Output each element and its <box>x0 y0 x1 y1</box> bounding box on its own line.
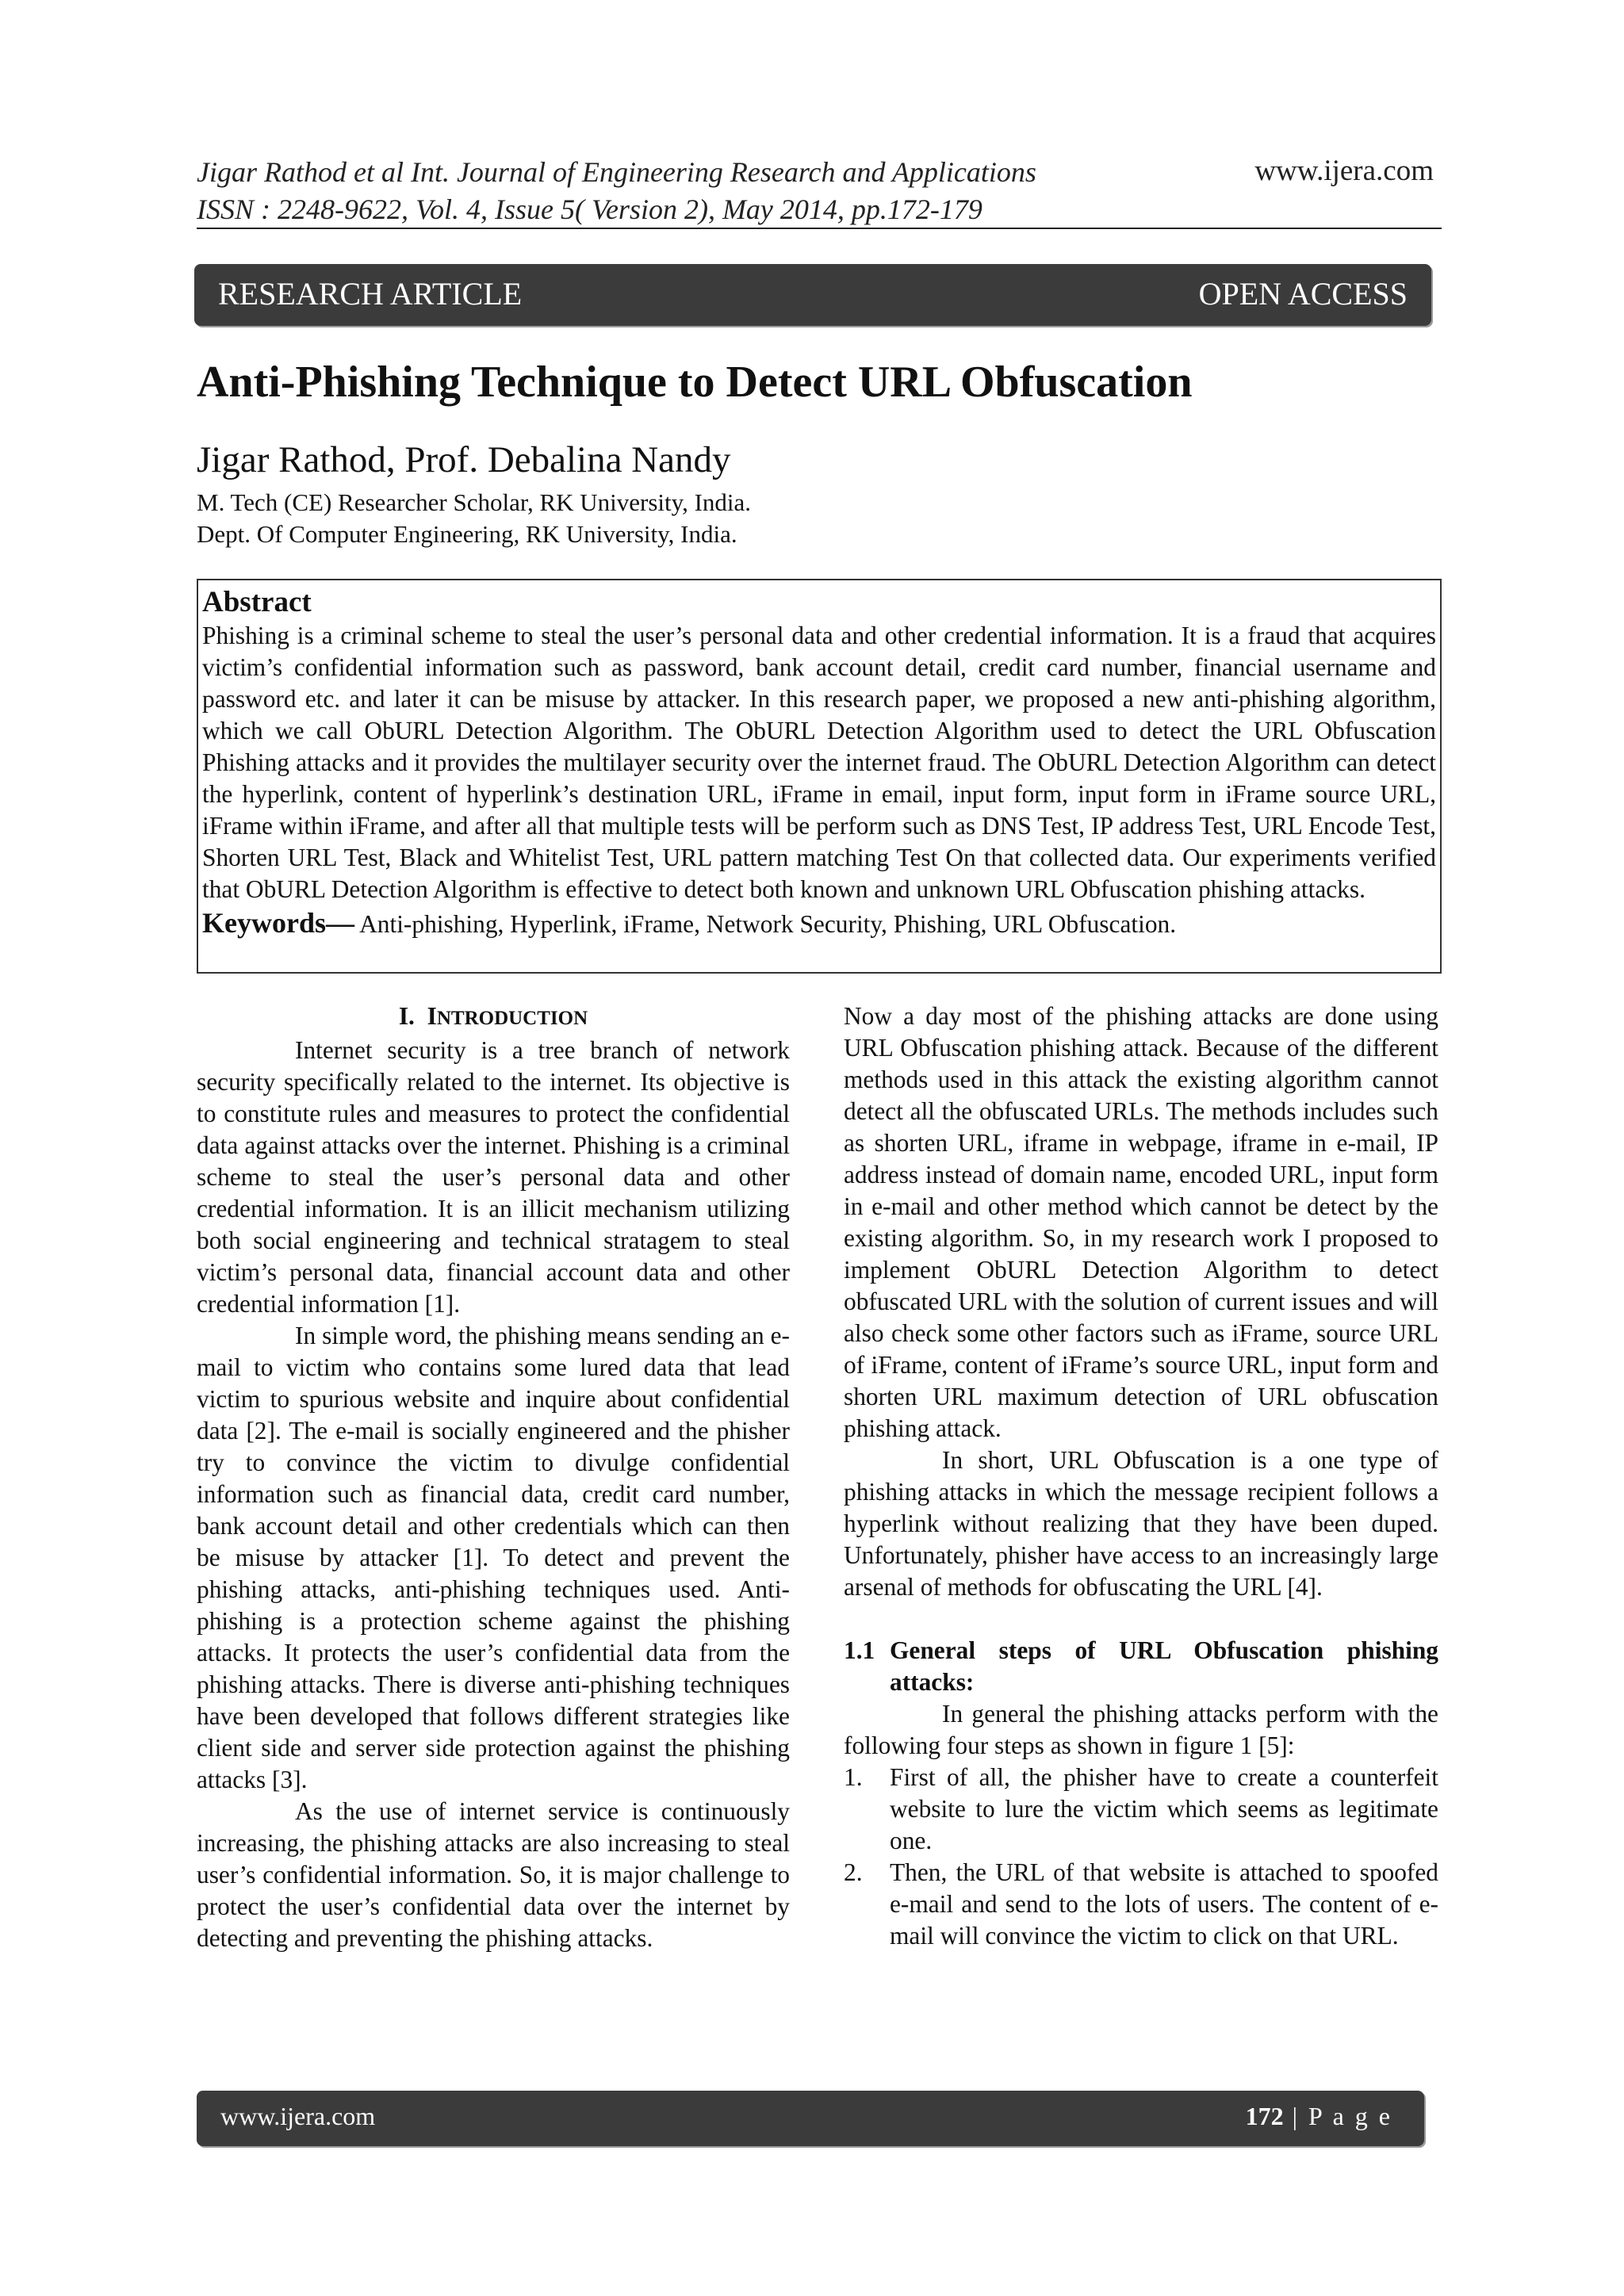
running-header <box>197 154 1036 228</box>
research-article-label: RESEARCH ARTICLE <box>218 276 523 312</box>
step-number: 2. <box>844 1858 863 1886</box>
section-number: I. <box>398 1002 415 1030</box>
footer-website: www.ijera.com <box>220 2102 376 2130</box>
abstract-box <box>197 579 1442 974</box>
keywords-list: Anti-phishing, Hyperlink, iFrame, Network Security, Phishing, URL Obfuscation. <box>354 910 1177 938</box>
affiliations <box>197 487 751 550</box>
journal-line: Jigar Rathod et al Int. Journal of Engineering Research and Applications <box>197 156 1036 188</box>
page-number: 172 <box>1245 2102 1284 2130</box>
open-access-label: OPEN ACCESS <box>1198 276 1408 312</box>
footer-page-info <box>1246 2102 1392 2131</box>
list-item <box>844 1762 1438 1857</box>
section-title-initial: I <box>427 1002 437 1030</box>
step-number: 1. <box>844 1763 863 1791</box>
issn-line: ISSN : 2248-9622, Vol. 4, Issue 5( Version 2), May 2014, pp.172-179 <box>197 193 982 225</box>
intro-paragraph-3: As the use of internet service is continuously increasing, the phishing attacks are also increasing to steal user’s confidential information. So, it is major challenge to protect the user’s confidential data over the internet by detecting and preventing the phishing attacks. <box>197 1797 790 1952</box>
section-heading-introduction <box>197 1001 790 1035</box>
section-title-rest: NTRODUCTION <box>436 1008 588 1029</box>
right-column <box>844 1001 1438 1952</box>
keywords <box>202 907 1436 940</box>
abstract-text: Phishing is a criminal scheme to steal the user’s personal data and other credential information. It is a fraud that acquires victim’s confidential information such as password, bank account detail, credit card number, financial username and password etc. and later it can be misuse by attacker. In this research paper, we proposed a new anti-phishing algorithm, which we call ObURL Detection Algorithm. The ObURL Detection Algorithm used to detect the URL Obfuscation Phishing attacks and it provides the multilayer security over the internet fraud. The ObURL Detection Algorithm can detect the hyperlink, content of hyperlink’s destination URL, iFrame in email, input form, input form in iFrame source URL, iFrame within iFrame, and after all that multiple tests will be perform such as DNS Test, IP address Test, URL Encode Test, Shorten URL Test, Black and Whitelist Test, URL pattern matching Test On that collected data. Our experiments verified that ObURL Detection Algorithm is effective to detect both known and unknown URL Obfuscation phishing attacks. <box>202 622 1436 903</box>
subsection-intro: In general the phishing attacks perform with the following four steps as shown in figure 1 [5]: <box>844 1700 1438 1759</box>
subsection-heading <box>844 1635 1438 1698</box>
authors: Jigar Rathod, Prof. Debalina Nandy <box>197 439 731 480</box>
page-label: | P a g e <box>1283 2102 1392 2130</box>
step-text: Then, the URL of that website is attached to spoofed e-mail and send to the lots of users. The content of e-mail will convince the victim to click on that URL. <box>890 1858 1438 1950</box>
intro-paragraph-4: Now a day most of the phishing attacks are done using URL Obfuscation phishing attack. Because of the different methods used in this attack the existing algorithm cannot detect all the obfuscated URLs. The methods includes such as shorten URL, iframe in webpage, iframe in e-mail, IP address instead of domain name, encoded URL, input form in e-mail and other method which cannot be detect by the existing algorithm. So, in my research work I proposed to implement ObURL Detection Algorithm to detect obfuscated URL with the solution of current issues and will also check some other factors such as iFrame, source URL of iFrame, content of iFrame’s source URL, input form and shorten URL maximum detection of URL obfuscation phishing attack. <box>844 1002 1438 1442</box>
steps-list <box>844 1762 1438 1952</box>
affiliation-2: Dept. Of Computer Engineering, RK University, India. <box>197 520 737 548</box>
affiliation-1: M. Tech (CE) Researcher Scholar, RK University, India. <box>197 488 752 516</box>
subsection-title: General steps of URL Obfuscation phishing attacks: <box>890 1636 1438 1696</box>
intro-paragraph-5: In short, URL Obfuscation is a one type of phishing attacks in which the message recipient follows a hyperlink without realizing that they have been duped. Unfortunately, phisher have access to an increasingly large arsenal of methods for obfuscating the URL [4]. <box>844 1446 1438 1601</box>
list-item <box>844 1857 1438 1952</box>
header-rule <box>197 228 1442 229</box>
article-type-banner <box>194 264 1431 326</box>
keywords-label: Keywords— <box>202 907 354 939</box>
left-column <box>197 1001 790 1954</box>
abstract-heading: Abstract <box>202 586 312 618</box>
intro-paragraph-1: Internet security is a tree branch of network security specifically related to the internet. Its objective is to constitute rules and measures to protect the confidential data against attacks over the internet. Phishing is a criminal scheme to steal the user’s personal data and other credential information. It is an illicit mechanism utilizing both social engineering and technical stratagem to steal victim’s personal data, financial account data and other credential information [1]. <box>197 1036 790 1318</box>
subsection-number: 1.1 <box>844 1636 875 1664</box>
intro-paragraph-2: In simple word, the phishing means sending an e-mail to victim who contains some lured data that lead victim to spurious website and inquire about confidential data [2]. The e-mail is socially engineered and the phisher try to convince the victim to divulge confidential information such as financial data, credit card number, bank account detail and other credentials which can then be misuse by attacker [1]. To detect and prevent the phishing attacks, anti-phishing techniques used. Anti-phishing is a protection scheme against the phishing attacks. It protects the user’s confidential data from the phishing attacks. There is diverse anti-phishing techniques have been developed that follows different strategies like client side and server side protection against the phishing attacks [3]. <box>197 1322 790 1793</box>
paper-title: Anti-Phishing Technique to Detect URL Obfuscation <box>197 358 1193 407</box>
step-text: First of all, the phisher have to create a counterfeit website to lure the victim which seems as legitimate one. <box>890 1763 1438 1854</box>
page-footer <box>197 2091 1424 2146</box>
header-website: www.ijera.com <box>1254 155 1434 187</box>
